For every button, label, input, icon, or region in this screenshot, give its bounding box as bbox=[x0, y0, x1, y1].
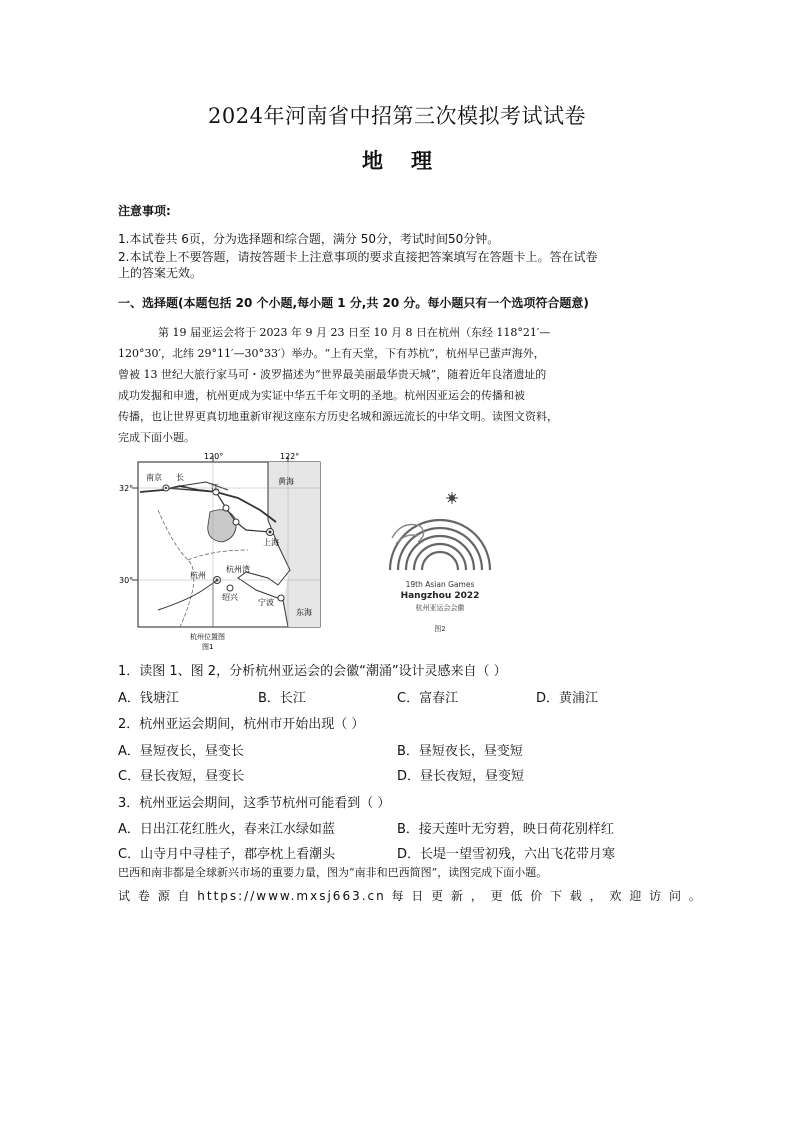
exam-title: 2024年河南省中招第三次模拟考试试卷 bbox=[208, 104, 586, 128]
lon-122-label: 122° bbox=[280, 452, 300, 461]
city-shaoxing: 绍兴 bbox=[222, 593, 238, 602]
passage-line: 120°30′，北纬 29°11′—30°33′）举办。“上有天堂，下有苏杭”，杭州早已蜚声海外， bbox=[118, 347, 545, 360]
figure1-label: 图1 bbox=[202, 643, 214, 651]
wave-emblem-icon bbox=[390, 520, 490, 570]
hangzhou-location-map bbox=[118, 450, 328, 655]
notice-line-2b: 上的答案无效。 bbox=[118, 266, 203, 280]
sea-donghai: 东海 bbox=[296, 608, 312, 617]
river-label-jiang: 江 bbox=[211, 483, 219, 492]
asian-games-emblem bbox=[380, 480, 500, 640]
q3-option-a[interactable]: A．日出江花红胜火，春来江水绿如蓝 bbox=[118, 822, 335, 837]
games-line-1: 19th Asian Games bbox=[405, 580, 475, 589]
passage-line: 曾被 13 世纪大旅行家马可・波罗描述为“世界最美丽最华贵天城”，随着近年良渚遗址的 bbox=[118, 368, 547, 381]
figure2-label: 图2 bbox=[434, 625, 446, 633]
lon-120-label: 120° bbox=[204, 452, 224, 461]
q2-option-c[interactable]: C．昼长夜短，昼变长 bbox=[118, 769, 245, 784]
figure1-caption: 杭州位置图 bbox=[190, 633, 225, 641]
city-hangzhou: 杭州 bbox=[190, 571, 206, 580]
city-nanjing: 南京 bbox=[146, 473, 162, 482]
next-passage-intro: 巴西和南非都是全球新兴市场的重要力量，图为“南非和巴西简图”，读图完成下面小题。 bbox=[118, 866, 548, 879]
q3-option-d[interactable]: D．长堤一望雪初残，六出飞花带月寒 bbox=[397, 847, 616, 862]
passage-line: 成功发掘和申遗，杭州更成为实证中华五千年文明的圣地。杭州因亚运会的传播和被 bbox=[118, 389, 525, 402]
subject-title bbox=[0, 145, 794, 175]
notice-line-1: 1.本试卷共 6页，分为选择题和综合题，满分 50分，考试时间50分钟。 bbox=[118, 232, 500, 246]
q1-option-a[interactable]: A．钱塘江 bbox=[118, 691, 179, 706]
bay-hangzhouwan: 杭州湾 bbox=[226, 565, 250, 574]
sea-huanghai: 黄海 bbox=[278, 477, 294, 486]
q2-option-a[interactable]: A．昼短夜长，昼变长 bbox=[118, 744, 244, 759]
q3-option-c[interactable]: C．山寺月中寻桂子，郡亭枕上看潮头 bbox=[118, 847, 336, 862]
question-3-stem: 3．杭州亚运会期间，这季节杭州可能看到（ ） bbox=[118, 796, 391, 811]
subject-char-2: 理 bbox=[411, 148, 432, 173]
notice-line-2a: 2.本试卷上不要答题，请按答题卡上注意事项的要求直接把答案填写在答题卡上。答在试卷 bbox=[118, 250, 598, 264]
reading-passage bbox=[118, 322, 680, 448]
q1-option-d[interactable]: D．黄浦江 bbox=[536, 691, 599, 706]
passage-line: 传播，也让世界更真切地重新审视这座东方历史名城和源远流长的中华文明。读图文资料， bbox=[118, 410, 558, 423]
lat-32-label: 32° bbox=[119, 484, 134, 493]
q2-option-d[interactable]: D．昼长夜短，昼变短 bbox=[397, 769, 525, 784]
figure2-caption: 杭州亚运会会徽 bbox=[415, 604, 465, 612]
question-2-stem: 2．杭州亚运会期间，杭州市开始出现（ ） bbox=[118, 717, 365, 732]
question-1-stem: 1．读图 1、图 2，分析杭州亚运会的会徽“潮涌”设计灵感来自（ ） bbox=[118, 664, 507, 679]
games-line-2: Hangzhou 2022 bbox=[400, 591, 480, 601]
lat-30-label: 30° bbox=[119, 576, 134, 585]
passage-line: 第 19 届亚运会将于 2023 年 9 月 23 日至 10 月 8 日在杭州（东经 118°21′— bbox=[158, 326, 551, 339]
notice-heading: 注意事项: bbox=[118, 204, 171, 218]
section-heading: 一、选择题(本题包括 20 个小题,每小题 1 分,共 20 分。每小题只有一个选项符合题意) bbox=[118, 296, 589, 310]
q1-option-b[interactable]: B．长江 bbox=[258, 691, 306, 706]
source-watermark: 试 卷 源 自 https://www.mxsj663.cn 每 日 更 新 ， 更 低 价 下 载 ， 欢 迎 访 问 。 bbox=[118, 889, 703, 903]
city-shanghai: 上海 bbox=[263, 538, 279, 547]
passage-line: 完成下面小题。 bbox=[118, 431, 195, 444]
city-ningbo: 宁波 bbox=[258, 598, 274, 607]
subject-char-1: 地 bbox=[362, 148, 383, 173]
q2-option-b[interactable]: B．昼短夜长，昼变短 bbox=[397, 744, 523, 759]
q3-option-b[interactable]: B．接天莲叶无穷碧，映日荷花别样红 bbox=[397, 822, 614, 837]
q1-option-c[interactable]: C．富春江 bbox=[397, 691, 459, 706]
sun-icon bbox=[446, 492, 458, 504]
river-label-chang: 长 bbox=[176, 473, 184, 482]
